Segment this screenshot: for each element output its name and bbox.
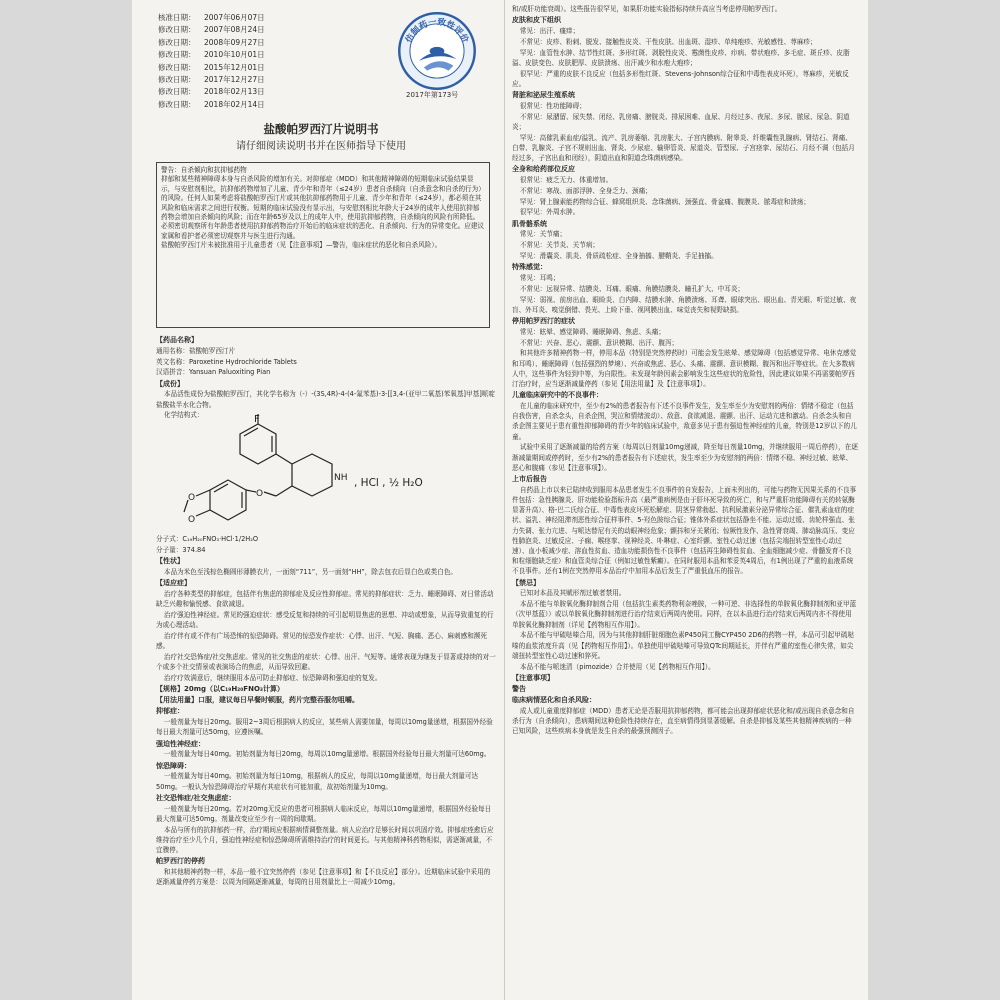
paragraph: 化学结构式： <box>163 411 204 420</box>
paragraph: 治疗疗效满意后，继续服用本品可防止抑郁症、惊恐障碍和强迫症的复发。 <box>163 673 382 682</box>
revision-date-label: 修改日期： <box>158 62 196 72</box>
paragraph: 自药品上市以来已陆续收到服用本品患者发生不良事件的自发报告，上面未列出的，可能与药物无因果关系的不良事件包括：急性胰腺炎、肝功能检验指标升高（最严重病例是由于肝坏死导致的死亡，和与严重肝功能障碍有关的转氨酶显著升高）、格-巴二氏综合征、中毒性表皮坏死松解症、阴茎异常勃起、抗利尿激素分泌异常综合征、催乳素血症的症状、溢乳、神经阻滞剂恶性综合征样事件、5-羟色胺综合征；锥体外系症状包括静坐不能、运动过缓、齿轮样强直、张力失调、张力亢进、与哌达替尼有关的动眼神经危象；颤抖和牙关紧闭；惊厥性发作、急性肾衰竭、肺动脉高压、变应性肺泡炎、过敏反应、子痫、喉痉挛、视神经炎、卟啉症、心室纤颤、室性心动过速（包括尖端扭转型室性心动过速）、血小板减少症、溶血性贫血、造血功能损伤性不良事件（包括再生障碍性贫血、全血细胞减少症、骨髓发育不良和粒细胞缺乏症）和血管炎综合征（例如过敏性紫癜）。在同时服用本品和苯妥英4周后，有1例出现了严重的血液系统不良事件。还有1例在突然停用本品治疗中加用本品后发生了严重低血压的报告。 <box>512 485 857 576</box>
paragraph: 治疗各种类型的抑郁症，包括伴有焦虑的抑郁症及反应性抑郁症。常见的抑郁症状：乏力、睡眠障碍、对日常活动缺乏兴趣和愉悦感、食欲减退。 <box>156 589 494 608</box>
paragraph: 本品与所有的抗抑郁药一样，治疗期间应根据病情调整剂量。病人应治疗足够长时间以巩固疗效。抑郁症痊愈后应维持治疗至少几个月，强迫性神经症和惊恐障碍所需维持治疗的时间更长。与其他精神科药物相似，需逐渐减量，不宜骤停。 <box>156 825 494 855</box>
revision-date-value: 2017年12月27日 <box>204 75 265 85</box>
revision-date-row <box>158 74 265 86</box>
section-heading: 停用帕罗西汀的症状 <box>512 316 575 325</box>
paragraph: 本品不能与单胺氧化酶抑制剂合用（包括抗生素类药物利奈唑胺，一种可逆、非选择性的单胺氧化酶抑制剂和亚甲蓝（次甲基蓝））或以单胺氧化酶抑制剂进行治疗结束后两周内使用。同样，在以本品进行治疗结束后两周内亦不得使用单胺氧化酶抑制剂（详见【药物相互作用】）。 <box>512 600 857 629</box>
paragraph: 分子量：374.84 <box>156 545 206 554</box>
revision-date-label: 核准日期： <box>158 13 196 22</box>
dioxole-o1-label: O <box>188 493 196 503</box>
warning-text: 抑郁和某些精神障碍本身与自杀风险的增加有关。对抑郁症（MDD）和其他精神障碍的短期临床试验结果显示，与安慰剂相比，抗抑郁药物增加了儿童、青少年和青年（≤24岁）患者自杀倾向（自杀意念和自杀的行为）的风险。任何人如果考虑将盐酸帕罗西汀片或其他抗抑郁药物用于儿童、青少年和青年（≤24岁），都必须在其风险和临床需求之间进行权衡。短期的临床试验没有显示出，与安慰剂相比年龄大于24岁的成年人使用抗抑郁药物会增加自杀倾向的风险；而在年龄65岁及以上的成年人中，使用抗抑郁药物，自杀倾向的风险有所降低。必须密切观察所有年龄患者使用抗抑郁药物治疗开始后的临床症状的恶化、自杀倾向、行为的异常变化。应建议家属和看护者必须密切观察并与医生进行沟通。 <box>161 175 485 240</box>
paragraph: 本品活性成份为盐酸帕罗西汀，其化学名称为（-）-(3S,4R)-4-(4-氟苯基)-3-[[3,4-(亚甲二氧基)苯氧基]甲基]哌啶盐酸盐半水化合物。 <box>156 390 495 409</box>
revision-date-value: 2008年09月27日 <box>204 37 265 47</box>
revision-date-row <box>158 99 265 111</box>
warning-box <box>156 162 490 328</box>
paragraph: 试验中采用了逐渐减量的给药方案（每周以日剂量10mg递减，降至每日剂量10mg，并继续服用一周后停药），在逐渐减量期间或停药时，至少有2%的患者报告有下述症状，发生率至少为安慰剂的两倍：情绪不稳、神经过敏、眩晕、恶心和腹痛（参见【注意事项】）。 <box>512 443 858 472</box>
revision-date-row <box>158 37 265 49</box>
section-heading: 【性状】 <box>156 557 184 565</box>
paragraph: 罕见：血管性水肿、结节性红斑、多形红斑、剥脱性皮炎、霉菌性皮疹、疖病、带状疱疹、多毛症、斑丘疹、皮脂溢、皮肤变色、皮肤肥厚、皮肤溃疡、出汗减少和水疱大疱疹； <box>512 48 850 67</box>
paragraph: 不常见：关节炎、关节病； <box>519 241 600 250</box>
revision-date-label: 修改日期： <box>158 75 196 85</box>
revision-date-value: 2007年06月07日 <box>204 13 265 22</box>
section-heading: 特殊感觉： <box>512 263 547 272</box>
revision-date-row <box>158 62 265 74</box>
section-heading: 上市后报告 <box>512 475 547 483</box>
svg-text:仿制药一致性评价: 仿制药一致性评价 <box>404 17 470 45</box>
section-heading: 抑郁症： <box>156 707 184 716</box>
revision-date-row <box>158 24 265 36</box>
paragraph: 很常见：性功能障碍； <box>519 101 586 110</box>
section-heading: 【成份】 <box>156 379 184 388</box>
paragraph: 已知对本品及其赋形剂过敏者禁用。 <box>519 589 626 598</box>
section-heading: 帕罗西汀的停药 <box>156 857 205 866</box>
paragraph: 本品不能与哌迷清（pimozide）合并使用（见【药物相互作用】）。 <box>519 662 715 671</box>
revision-date-label: 修改日期： <box>158 37 196 47</box>
paragraph: 不常见：皮疹、粉刺、脱发、接触性皮炎、干性皮肤、出血斑、湿疹、单纯疱疹、光敏感性、荨麻疹； <box>519 37 817 46</box>
consistency-evaluation-seal-icon <box>396 10 478 92</box>
warning-note: 盐酸帕罗西汀片未被批准用于儿童患者（见【注意事项】—警告，临床症状的恶化和自杀风险）。 <box>161 241 442 250</box>
paragraph: 汉语拼音：Yansuan Paluoxiting Pian <box>156 368 271 377</box>
paragraph: 治疗社交恐怖症/社交焦虑症。常见的社交焦虑的症状：心悸、出汗、气短等。通常表现为继发于显著或持续的对一个或多个社交情景或表演场合的焦虑，从而导致回避。 <box>156 652 496 671</box>
paragraph: 不常见：远视异常、结膜炎、耳痛、眼痛、角膜结膜炎、瞳孔扩大、中耳炎； <box>519 284 745 293</box>
paragraph: 不常见：尿潴留、尿失禁、闭经、乳房痛、膀胱炎、排尿困难、血尿、月经过多、夜尿、多尿、脓尿、尿急、阴道炎； <box>512 112 850 131</box>
revision-date-value: 2018年02月14日 <box>204 99 265 109</box>
warning-heading: 警告：自杀倾向和抗抑郁药物 <box>161 166 247 174</box>
document-title: 盐酸帕罗西汀片说明书 <box>263 122 379 136</box>
section-heading: 【药品名称】 <box>156 336 198 344</box>
section-heading: 肾脏和泌尿生殖系统 <box>512 91 575 99</box>
paragraph: 一般剂量为每日40mg。初始剂量为每日10mg，根据病人的反应，每周以10mg量递增，每日最大剂量可达50mg。一般认为惊恐障碍治疗早期有其症状有可能加重，故初始剂量为10mg。 <box>156 772 479 791</box>
right-column <box>512 0 858 1000</box>
section-heading: 【禁忌】 <box>512 578 540 587</box>
section-heading: 儿童临床研究中的不良事件： <box>512 391 603 400</box>
right-body-text <box>512 4 858 1000</box>
paragraph: 很罕见：严重的皮肤不良反应（包括多形性红斑、Stevens-Johnson综合征和中毒性表皮坏死），荨麻疹，光敏反应。 <box>512 69 849 88</box>
paragraph: 常见：耳鸣； <box>519 273 560 282</box>
chemical-structure-diagram <box>180 412 510 536</box>
paragraph: 通用名称：盐酸帕罗西汀片 <box>156 346 236 355</box>
left-column <box>144 0 498 1000</box>
revision-date-label: 修改日期： <box>158 87 196 97</box>
section-heading: 社交恐怖症/社交焦虑症： <box>156 793 236 802</box>
revision-date-row <box>158 12 265 24</box>
fluorine-label: F <box>254 414 260 425</box>
paragraph: 一般剂量为每日20mg。若对20mg无反应的患者可根据病人临床反应，每周以10mg量递增，根据国外经验每日最大剂量可达50mg。剂量改变应至少有一周的间歇期。 <box>156 804 492 823</box>
salt-formula: , HCl , ½ H₂O <box>354 477 423 489</box>
document-subtitle: 请仔细阅读说明书并在医师指导下使用 <box>236 141 406 152</box>
paragraph: 罕见：滑囊炎、肌炎、骨质疏松症、全身抽搐、腱鞘炎、手足抽搐。 <box>519 251 718 260</box>
section-heading: 皮肤和皮下组织 <box>512 16 561 25</box>
instruction-sheet <box>132 0 868 1000</box>
paragraph: 治疗伴有或不伴有广场恐怖的惊恐障碍。常见的惊恐发作症状：心悸、出汗、气短、胸痛、恶心、麻刺感和濒死感。 <box>156 631 487 650</box>
paragraph: 英文名称：Paroxetine Hydrochloride Tablets <box>156 357 297 366</box>
paragraph: 在儿童的临床研究中，至少有2%的患者报告有下述不良事件发生，发生率至少为安慰剂的两倍：情绪不稳定（包括自我伤害，自杀念头，自杀企图，哭泣和情绪波动）、敌意、食欲减退、震颤、出汗、运动亢进和激动。自杀念头和自杀企图主要见于患有重性抑郁障碍的青少年的临床试验中，敌意多见于患有强迫性神经症的儿童，特别是12岁以下的儿童。 <box>512 401 857 441</box>
paragraph: 和/或肝功能衰竭）。这些报告很罕见，如果肝功能实验指标持续升高应当考虑停用帕罗西汀。 <box>512 5 782 13</box>
paragraph: 常见：关节痛； <box>519 230 567 239</box>
section-heading: 肌骨骼系统 <box>512 219 547 228</box>
revision-date-row <box>158 86 265 98</box>
section-heading: 强迫性神经症： <box>156 739 205 748</box>
section-heading: 临床病情恶化和自杀风险： <box>512 696 596 705</box>
section-heading: 【注意事项】 <box>512 673 554 682</box>
nh-label: NH <box>334 473 348 483</box>
paragraph: 本品不能与甲硫哒嗪合用，因为与其他抑制肝脏细胞色素P450同工酶CYP450 2D6的药物一样，本品可引起甲硫哒嗪的血浆浓度升高（见【药物相互作用】）。单独使用甲硫哒嗪可导致QTc间期延长，并伴有严重的室性心律失常，如尖端扭转型室性心动过速和猝死。 <box>512 631 855 660</box>
paragraph: 成人或儿童重度抑郁症（MDD）患者无论是否服用抗抑郁药物，都可能会出现抑郁症状恶化和/或出现自杀意念和自杀行为（自杀倾向），患病期间这种危险性持续存在，直至病情得到显著缓解。自杀是抑郁及某些其他精神疾病的一种已知风险，这些疾病本身就是发生自杀的最强预测因子。 <box>512 707 855 736</box>
dioxole-o2-label: O <box>188 515 196 525</box>
paragraph: 罕见：肾上腺素能药物综合征、蜂窝组织炎、念珠菌病、颈强直、骨盆痛、腹膜炎、脓毒症和溃疡； <box>519 197 811 206</box>
left-body-text <box>156 534 496 1000</box>
revision-date-row <box>158 49 265 61</box>
paragraph: 罕见：弱视、前房出血、眼睑炎、白内障、结膜水肿、角膜溃疡、耳聋、眼球突出、眼出血、青光眼、听觉过敏、夜盲、外耳炎、嗅觉倒错、畏光、上睑下垂、视网膜出血、味觉丧失和视野缺损。 <box>512 295 857 314</box>
revision-date-value: 2007年08月24日 <box>204 25 265 35</box>
revision-date-value: 2018年02月13日 <box>204 87 265 97</box>
paragraph: 不常见：兴奋、恶心、震颤、意识模糊、出汗、腹泻； <box>519 338 679 347</box>
paragraph: 治疗强迫性神经症。常见的强迫症状：感受反复和持续的可引起明显焦虑的思想、冲动或想象，从而导致重复的行为或心理活动。 <box>156 610 494 629</box>
paragraph: 一般剂量为每日40mg。初始剂量为每日20mg，每周以10mg量递增。根据国外经验每日最大剂量可达60mg。 <box>163 750 491 759</box>
paragraph: 本品为米色至浅棕色椭圆形薄膜衣片，一面刻“711”，另一面刻“HH”，除去包衣后显白色或类白色。 <box>163 567 458 576</box>
section-heading: 【适应症】 <box>156 579 191 587</box>
drug-name-section <box>156 334 496 420</box>
ether-oxygen-label: O <box>256 489 264 499</box>
revision-date-value: 2015年12月01日 <box>204 62 265 72</box>
section-heading: 全身和给药部位反应 <box>512 165 575 174</box>
revision-date-label: 修改日期： <box>158 25 196 35</box>
paragraph: 和其他许多精神药物一样，停用本品（特别是突然停药时）可能会发生眩晕、感觉障碍（包括感觉异常、电休克感觉和耳鸣）、睡眠障碍（包括强烈的梦境）、兴奋或焦虑、恶心、头痛、震颤、意识模糊、腹泻和出汗等症状。在大多数病人中，这些事件为轻到中等，为自限性。未发现年龄因素会影响发生这些症状的危险性，因此建议如果不再需要帕罗西汀治疗时，应当逐渐减量停药（参见【用法用量】及【注意事项】）。 <box>512 349 857 388</box>
section-heading: 【用法用量】口服，建议每日早餐时顿服，药片完整吞服勿咀嚼。 <box>156 696 359 705</box>
seal-number: 2017年第173号 <box>406 91 459 99</box>
paragraph: 很常见：疲乏无力、体重增加。 <box>519 176 613 184</box>
paragraph: 一般剂量为每日20mg。服用2~3周后根据病人的反应，某些病人需要加量，每周以10mg量递增，根据国外经验每日最大剂量可达50mg，应遵医嘱。 <box>156 718 493 737</box>
paragraph: 很罕见：外周水肿。 <box>519 208 580 217</box>
paragraph: 常见：出汗、瘙痒； <box>519 27 580 35</box>
section-heading: 【规格】20mg（以C₁₉H₂₀FNO₃计算） <box>156 685 284 693</box>
paragraph: 常见：眩晕、感觉障碍、睡眠障碍、焦虑、头痛； <box>519 327 665 336</box>
section-heading: 警告 <box>512 685 526 694</box>
paragraph: 不常见：寒战、面部浮肿、全身乏力、颈痛； <box>519 186 652 195</box>
revision-date-value: 2010年10月01日 <box>204 50 265 60</box>
revision-dates <box>158 12 265 111</box>
section-heading: 惊恐障碍： <box>156 761 191 770</box>
revision-date-label: 修改日期： <box>158 99 196 109</box>
paragraph: 和其他精神药物一样，本品一般不宜突然停药（参见【注意事项】和【不良反应】部分）。近期临床试验中采用的逐渐减量停药方案是：以周为间隔逐渐减量，每周的日用剂量比上一周减少10mg。 <box>156 868 491 887</box>
revision-date-label: 修改日期： <box>158 50 196 60</box>
paragraph: 分子式：C₁₉H₂₀FNO₃·HCl·1/2H₂O <box>156 535 259 543</box>
paragraph: 罕见：高催乳素血症/溢乳、流产、乳房萎缩、乳房胀大、子宫内膜病、附睾炎、纤维囊性乳腺病、肾结石、肾痛、白带、乳腺炎、子宫不规则出血、肾炎、少尿症、输卵管炎、尿道炎、管型尿、子宫痉挛、尿结石、月经不调（包括月经过多，子宫出血和闭经），阴道出血和阴道念珠菌病感染。 <box>512 133 855 162</box>
